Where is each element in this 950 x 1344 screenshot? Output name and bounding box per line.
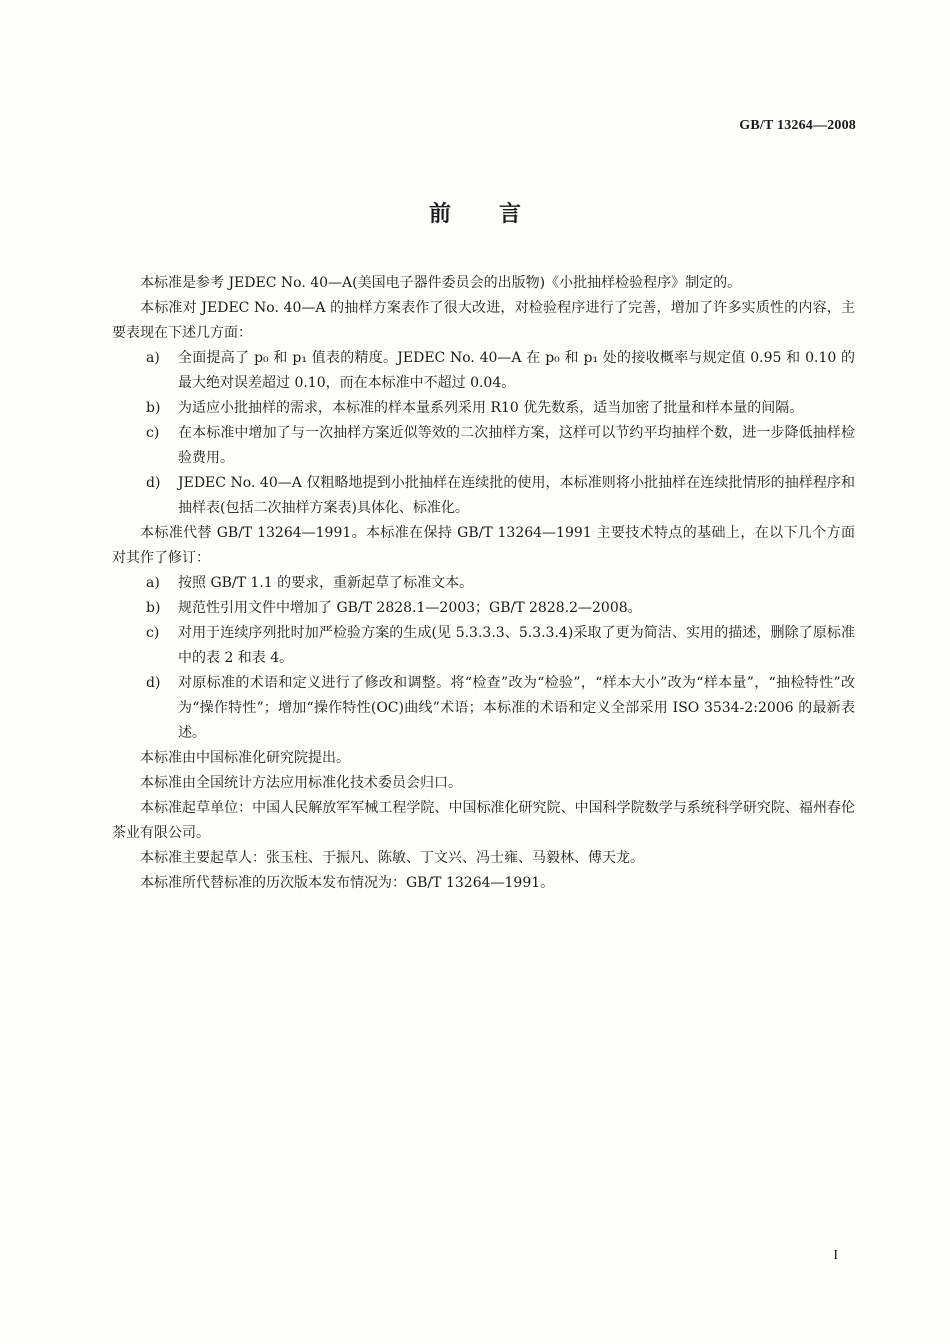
list-text: 规范性引用文件中增加了 GB/T 2828.1—2003；GB/T 2828.2—2008。	[178, 600, 642, 616]
list-label: d)	[146, 475, 161, 491]
list-item	[112, 571, 855, 596]
list-label: a)	[146, 575, 160, 591]
title-char-1: 前	[428, 202, 451, 227]
proposer-statement: 本标准由中国标准化研究院提出。	[140, 750, 350, 766]
intro-paragraph-1: 本标准是参考 JEDEC No. 40—A(美国电子器件委员会的出版物)《小批抽样检验程序》制定的。	[140, 275, 742, 291]
title-char-2: 言	[499, 202, 522, 227]
list-text: JEDEC No. 40—A 仅粗略地提到小批抽样在连续批的使用，本标准则将小批抽样在连续批情形的抽样程序和抽样表(包括二次抽样方案表)具体化、标准化。	[178, 475, 855, 516]
page-title	[0, 197, 950, 228]
list-text: 对用于连续序列批时加严检验方案的生成(见 5.3.3.3、5.3.3.4)采取了更为简洁、实用的描述，删除了原标准中的表 2 和表 4。	[178, 625, 855, 666]
list-text: 对原标准的术语和定义进行了修改和调整。将“检查”改为“检验”，“样本大小”改为“样本量”，“抽检特性”改为“操作特性”；增加“操作特性(OC)曲线”术语；本标准的术语和定义全部采用 ISO 3534-2:2006 的最新表述。	[178, 675, 855, 741]
drafting-units: 本标准起草单位：中国人民解放军军械工程学院、中国标准化研究院、中国科学院数学与系统科学研究院、福州春伦茶业有限公司。	[112, 800, 855, 841]
list-text: 为适应小批抽样的需求，本标准的样本量系列采用 R10 优先数系，适当加密了批量和样本量的间隔。	[178, 400, 804, 416]
standard-code: GB/T 13264—2008	[739, 118, 856, 133]
version-history: 本标准所代替标准的历次版本发布情况为：GB/T 13264—1991。	[140, 875, 555, 891]
list-label: b)	[146, 600, 161, 616]
list-text: 全面提高了 p₀ 和 p₁ 值表的精度。JEDEC No. 40—A 在 p₀ 和 p₁ 处的接收概率与规定值 0.95 和 0.10 的最大绝对误差超过 0.10，而在本标准中不超过 0.04。	[178, 350, 855, 391]
list-item	[112, 421, 855, 471]
list-label: d)	[146, 675, 161, 691]
list-item	[112, 346, 855, 396]
page-number: I	[833, 1248, 838, 1263]
list-item	[112, 671, 855, 746]
committee-statement: 本标准由全国统计方法应用标准化技术委员会归口。	[140, 775, 462, 791]
list-text: 在本标准中增加了与一次抽样方案近似等效的二次抽样方案，这样可以节约平均抽样个数，进一步降低抽样检验费用。	[178, 425, 855, 466]
list-text: 按照 GB/T 1.1 的要求，重新起草了标准文本。	[178, 575, 474, 591]
list-label: c)	[146, 625, 160, 641]
replace-statement: 本标准代替 GB/T 13264—1991。本标准在保持 GB/T 13264—1991 主要技术特点的基础上，在以下几个方面对其作了修订：	[112, 525, 855, 566]
list-label: a)	[146, 350, 160, 366]
list-item	[112, 596, 855, 621]
drafters: 本标准主要起草人：张玉柱、于振凡、陈敏、丁文兴、冯士雍、马毅林、傅天龙。	[140, 850, 644, 866]
intro-paragraph-2: 本标准对 JEDEC No. 40—A 的抽样方案表作了很大改进，对检验程序进行了完善，增加了许多实质性的内容，主要表现在下述几方面：	[112, 300, 855, 341]
list-label: c)	[146, 425, 160, 441]
list-item	[112, 621, 855, 671]
list-item	[112, 396, 855, 421]
foreword-body	[112, 271, 855, 896]
list-item	[112, 471, 855, 521]
list-label: b)	[146, 400, 161, 416]
